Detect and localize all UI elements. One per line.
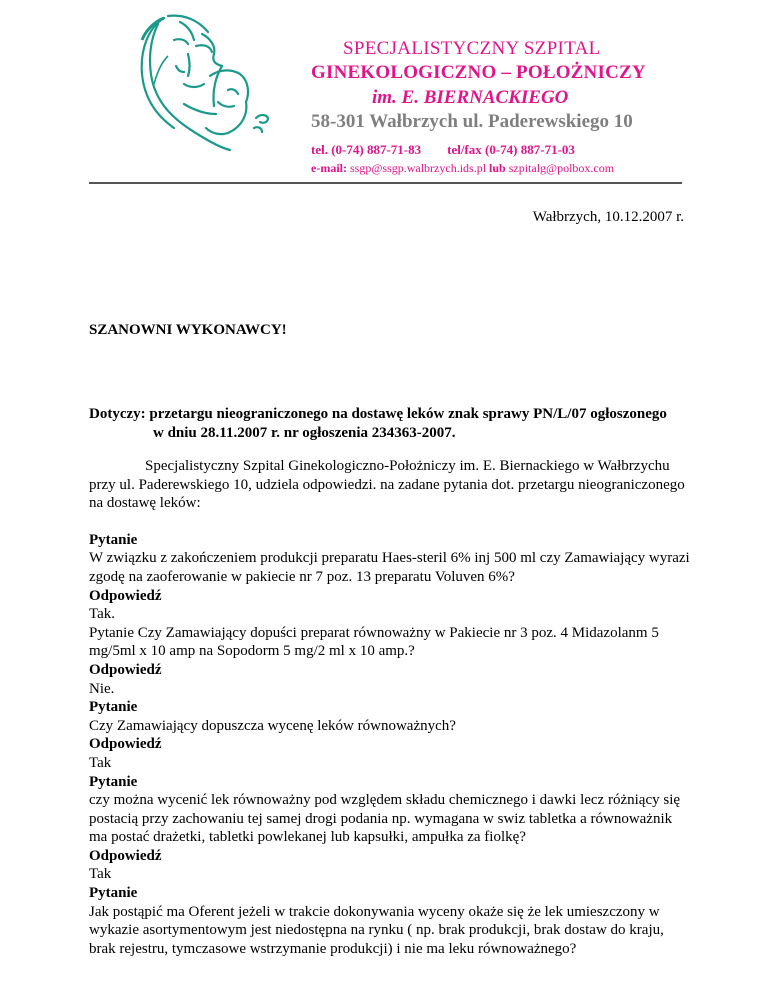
qa-text: W związku z zakończeniem produkcji preparatu Haes-steril 6% inj 500 ml czy Zamawiający wyrazi zgodę na zaoferowanie w pakiecie nr 7 poz. 13 preparatu Voluven 6%? xyxy=(89,550,690,585)
phone-number: tel. (0-74) 887-71-83 xyxy=(311,142,422,157)
greeting: SZANOWNI WYKONAWCY! xyxy=(89,322,287,338)
qa-label: Odpowiedź xyxy=(89,587,162,604)
subject-line2: w dniu 28.11.2007 r. nr ogłoszenia 234363-2007. xyxy=(153,425,456,441)
intro-paragraph: Specjalistyczny Szpital Ginekologiczno-Położniczy im. E. Biernackiego w Wałbrzychu przy ul. Paderewskiego 10, udziela odpowiedzi. na zadane pytania dot. przetargu nieograniczonego na dostawę leków: xyxy=(89,458,685,512)
qa-text: czy można wycenić lek równoważny pod względem składu chemicznego i dawki lecz różniący się postacią przy zachowaniu tej samej drogi podania np. wymagana w swiz tabletka a równoważnik ma postać drażetki, tabletki powlekanej lub kapsułki, ampułka za fiolkę? xyxy=(89,792,681,846)
qa-text: Czy Zamawiający dopuszcza wycenę leków równoważnych? xyxy=(89,717,456,734)
qa-label: Odpowiedź xyxy=(89,736,162,753)
email-label: e-mail: xyxy=(311,161,347,175)
qa-label: Odpowiedź xyxy=(89,847,162,864)
qa-text: Nie. xyxy=(89,680,115,697)
qa-label: Odpowiedź xyxy=(89,661,162,678)
letter-body xyxy=(89,457,694,958)
qa-text: Tak. xyxy=(89,606,116,623)
qa-label: Pytanie xyxy=(89,699,138,716)
contact-emails xyxy=(311,161,614,176)
email-secondary[interactable]: szpitalg@polbox.com xyxy=(508,161,615,175)
hospital-address: 58-301 Wałbrzych ul. Paderewskiego 10 xyxy=(311,111,633,132)
qa-text: Jak postąpić ma Oferent jeżeli w trakcie dokonywania wyceny okaże się że lek umieszczony w wykazie asortymentowym jest niedostępna na rynku ( np. brak produkcji, brak dostaw do kraju, brak rejestru, tymczasowe wstrzymanie produkcji) i nie ma leku równoważnego? xyxy=(89,903,664,957)
hospital-name-line1: SPECJALISTYCZNY SZPITAL xyxy=(343,38,601,59)
subject-line1: Dotyczy: przetargu nieograniczonego na dostawę leków znak sprawy PN/L/07 ogłoszonego xyxy=(89,406,667,422)
hospital-logo xyxy=(118,10,278,158)
email-primary[interactable]: ssgp@ssgp.walbrzych.ids.pl xyxy=(349,161,487,175)
qa-label: Pytanie xyxy=(89,885,138,902)
qa-text: Pytanie Czy Zamawiający dopuści preparat równoważny w Pakiecie nr 3 poz. 4 Midazolanm 5 mg/5ml x 10 amp na Sopodorm 5 mg/2 ml x 10 amp.? xyxy=(89,624,659,660)
email-join: lub xyxy=(489,161,506,175)
letter-date: Wałbrzych, 10.12.2007 r. xyxy=(532,209,684,225)
qa-label: Pytanie xyxy=(89,531,138,548)
hospital-patron: im. E. BIERNACKIEGO xyxy=(372,87,569,108)
header-divider xyxy=(89,182,682,184)
subject xyxy=(89,405,689,443)
qa-text: Tak xyxy=(89,754,112,771)
fax-number: tel/fax (0-74) 887-71-03 xyxy=(447,142,575,157)
hospital-name-line2: GINEKOLOGICZNO – POŁOŻNICZY xyxy=(311,62,646,83)
contact-phones xyxy=(311,142,575,158)
qa-label: Pytanie xyxy=(89,773,138,790)
qa-text: Tak xyxy=(89,866,112,883)
